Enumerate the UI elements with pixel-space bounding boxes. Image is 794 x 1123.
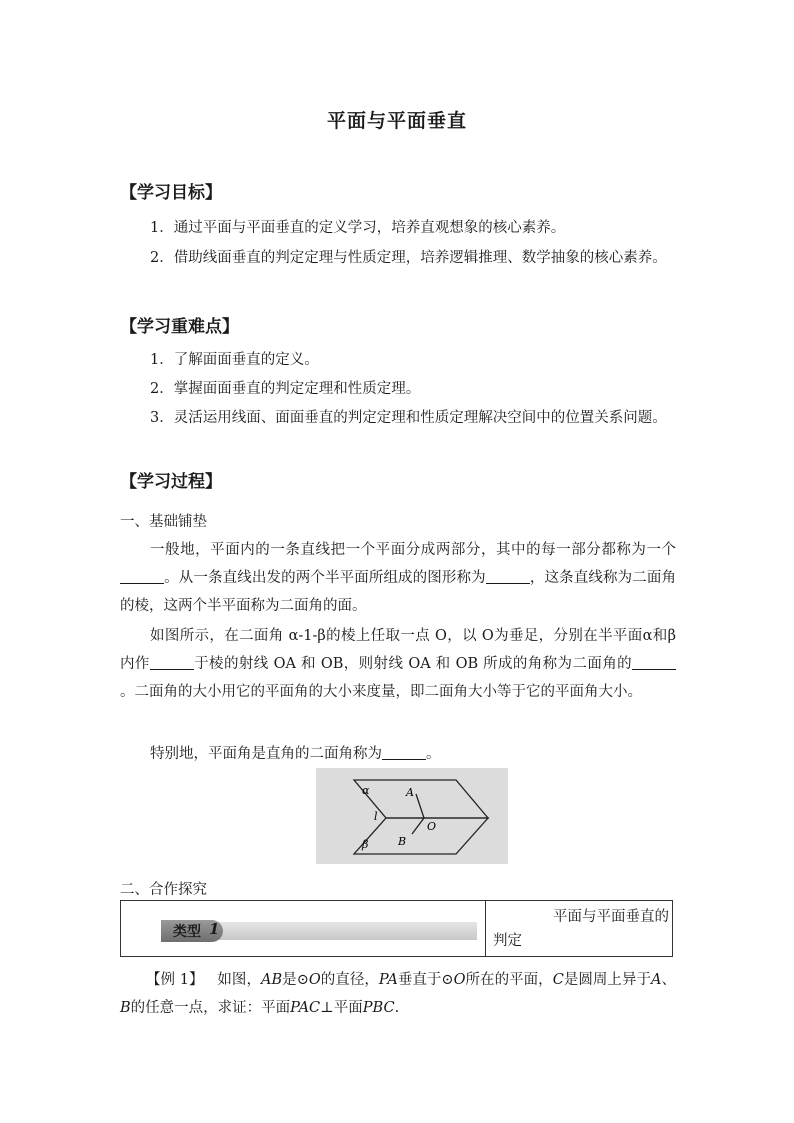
label-o: O [427, 820, 437, 833]
key-points-heading: 【学习重难点】 [120, 317, 239, 337]
example-text-7: 、 [661, 972, 677, 988]
paragraph-right-dihedral [120, 740, 676, 768]
type-title-line-2: 判定 [493, 933, 522, 949]
type-banner-cell [121, 901, 486, 956]
example-var-pa: PA [378, 972, 398, 988]
dihedral-angle-figure [316, 768, 508, 864]
example-text-1: 如图， [217, 972, 261, 988]
page-title: 平面与平面垂直 [326, 110, 467, 132]
process-heading: 【学习过程】 [120, 472, 222, 492]
label-l: l [374, 810, 378, 823]
example-var-b: B [120, 1000, 131, 1016]
label-b: B [398, 835, 407, 848]
example-var-pbc: PBC [362, 1000, 395, 1016]
objective-item-1: 1．通过平面与平面垂直的定义学习，培养直观想象的核心素养。 [150, 220, 566, 236]
objective-item-2: 2．借助线面垂直的判定定理与性质定理，培养逻辑推理、数学抽象的核心素养。 [150, 250, 667, 266]
fill-blank-2 [486, 569, 530, 584]
label-beta: β [362, 838, 369, 851]
p1-part-a: 一般地，平面内的一条直线把一个平面分成两部分，其中的每一部分都称为一个 [150, 542, 676, 558]
example-1 [120, 966, 676, 1022]
fill-blank-5 [382, 745, 426, 760]
p1-part-c: ，这条直线称为二面角的棱，这两个半平面称为二面角的面。 [120, 570, 677, 614]
type-title-line-1: 平面与平面垂直的 [553, 909, 669, 925]
example-var-o1: O [308, 972, 321, 988]
type-title-cell [493, 905, 669, 953]
paragraph-half-plane [120, 536, 676, 620]
example-var-o2: O [453, 972, 466, 988]
ray-ob [412, 818, 424, 834]
lower-plane-shape [354, 818, 488, 854]
example-text-2: 是⊙ [282, 972, 309, 988]
paragraph-plane-angle [120, 622, 676, 706]
p3-part-b: 。 [426, 746, 441, 762]
example-var-pac: PAC [290, 1000, 321, 1016]
ray-oa [416, 794, 424, 818]
type-heading-table [120, 900, 673, 957]
p2-part-c: 。二面角的大小用它的平面角的大小来度量，即二面角大小等于它的平面角大小。 [120, 684, 642, 700]
key-point-item-2: 2．掌握面面垂直的判定定理和性质定理。 [150, 381, 421, 397]
example-var-ab: AB [261, 972, 283, 988]
label-alpha: α [362, 784, 370, 797]
type-badge-number: 1 [209, 920, 220, 938]
key-point-item-1: 1．了解面面垂直的定义。 [150, 352, 319, 368]
example-var-a: A [651, 972, 662, 988]
fill-blank-1 [120, 569, 164, 584]
example-var-c: C [552, 972, 564, 988]
section1-title: 一、基础铺垫 [120, 514, 207, 530]
section2-title: 二、合作探究 [120, 882, 207, 898]
p3-part-a: 特别地，平面角是直角的二面角称为 [150, 746, 382, 762]
example-text-5: 所在的平面， [465, 972, 553, 988]
type-badge-label: 类型 [173, 924, 201, 940]
p1-part-b: 。从一条直线出发的两个半平面所组成的图形称为 [164, 570, 486, 586]
p2-part-a: 如图所示，在二面角 α-1-β的棱上任取一点 O，以 O为垂足，分别在半平面α和β内作 [120, 628, 676, 672]
example-text-4: 垂直于⊙ [397, 972, 454, 988]
objectives-heading: 【学习目标】 [120, 183, 222, 203]
example-text-9: ⊥平面 [320, 1000, 363, 1016]
example-label: 【例 1】 [146, 972, 204, 988]
key-point-item-3: 3．灵活运用线面、面面垂直的判定定理和性质定理解决空间中的位置关系问题。 [150, 410, 667, 426]
example-text-3: 的直径， [320, 972, 379, 988]
example-text-10: . [394, 1000, 400, 1016]
example-text-6: 是圆周上异于 [563, 972, 652, 988]
example-text-8: 的任意一点，求证：平面 [130, 1000, 291, 1016]
dihedral-angle-diagram [316, 768, 508, 864]
fill-blank-3 [150, 655, 194, 670]
fill-blank-4 [632, 655, 676, 670]
p2-part-b: 于棱的射线 OA 和 OB，则射线 OA 和 OB 所成的角称为二面角的 [193, 656, 632, 672]
label-a: A [406, 786, 414, 799]
